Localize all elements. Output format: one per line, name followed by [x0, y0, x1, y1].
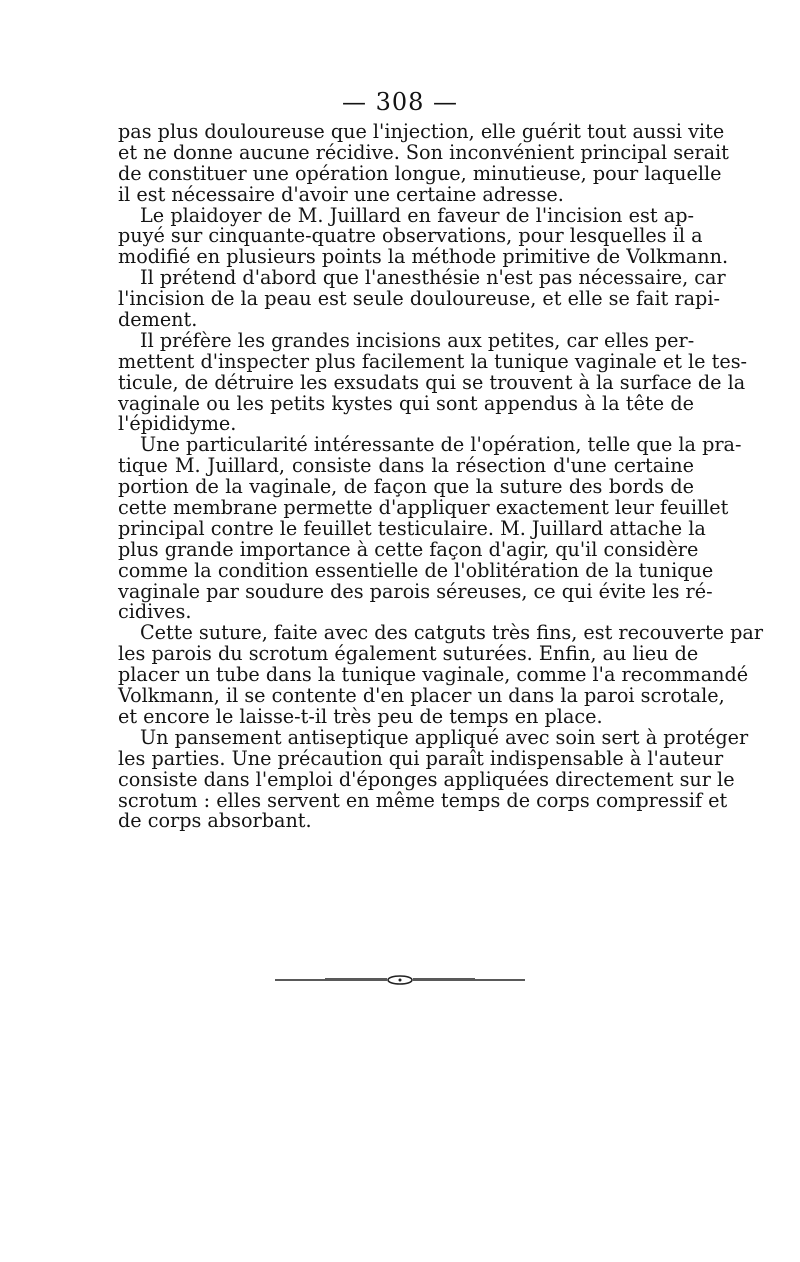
text-line: les parties. Une précaution qui paraît indispensable à l'auteur [118, 746, 724, 770]
text-line: vaginale ou les petits kystes qui sont appendus à la tête de [118, 391, 694, 415]
text-line: de corps absorbant. [118, 809, 312, 833]
text-line: et encore le laisse-t-il très peu de temps en place. [118, 704, 603, 728]
ornamental-rule [275, 974, 525, 986]
text-line: consiste dans l'emploi d'éponges appliquées directement sur le [118, 767, 735, 791]
text-line: de constituer une opération longue, minutieuse, pour laquelle [118, 161, 722, 185]
text-line: modifié en plusieurs points la méthode primitive de Volkmann. [118, 245, 729, 269]
text-line: Le plaidoyer de M. Juillard en faveur de l'incision est ap- [140, 203, 694, 227]
text-line: Il prétend d'abord que l'anesthésie n'est pas nécessaire, car [140, 266, 726, 290]
text-line: puyé sur cinquante-quatre observations, pour lesquelles il a [118, 224, 703, 248]
text-line: Volkmann, il se contente d'en placer un dans la paroi scrotale, [118, 684, 725, 708]
text-line: l'incision de la peau est seule douloureuse, et elle se fait rapi- [118, 287, 720, 311]
text-line: Une particularité intéressante de l'opération, telle que la pra- [140, 433, 742, 457]
text-line: cette membrane permette d'appliquer exactement leur feuillet [118, 496, 729, 520]
text-line: pas plus douloureuse que l'injection, elle guérit tout aussi vite [118, 120, 725, 143]
text-line: et ne donne aucune récidive. Son inconvénient principal serait [118, 140, 729, 164]
text-line: vaginale par soudure des parois séreuses, ce qui évite les ré- [118, 579, 713, 603]
body-text [118, 120, 764, 833]
text-line: placer un tube dans la tunique vaginale, comme l'a recommandé [118, 663, 749, 687]
text-line: l'épididyme. [118, 412, 237, 436]
text-line: plus grande importance à cette façon d'agir, qu'il considère [118, 537, 699, 561]
text-line: principal contre le feuillet testiculaire. M. Juillard attache la [118, 516, 706, 540]
text-line: il est nécessaire d'avoir une certaine adresse. [118, 182, 564, 206]
text-line: mettent d'inspecter plus facilement la tunique vaginale et le tes- [118, 349, 748, 373]
text-line: Il préfère les grandes incisions aux petites, car elles per- [140, 328, 695, 352]
text-line: comme la condition essentielle de l'oblitération de la tunique [118, 558, 714, 582]
text-line: cidives. [118, 600, 192, 624]
text-line: scrotum : elles servent en même temps de corps compressif et [118, 788, 728, 812]
page-number: — 308 — [341, 88, 459, 116]
text-line: portion de la vaginale, de façon que la suture des bords de [118, 475, 694, 499]
text-line: tique M. Juillard, consiste dans la résection d'une certaine [118, 454, 694, 478]
text-line: ticule, de détruire les exsudats qui se trouvent à la surface de la [118, 370, 746, 394]
text-line: les parois du scrotum également suturées. Enfin, au lieu de [118, 642, 699, 666]
text-line: Cette suture, faite avec des catguts très fins, est recouverte par [140, 621, 764, 645]
text-line: Un pansement antiseptique appliqué avec soin sert à protéger [140, 725, 749, 749]
text-line: dement. [118, 308, 198, 332]
